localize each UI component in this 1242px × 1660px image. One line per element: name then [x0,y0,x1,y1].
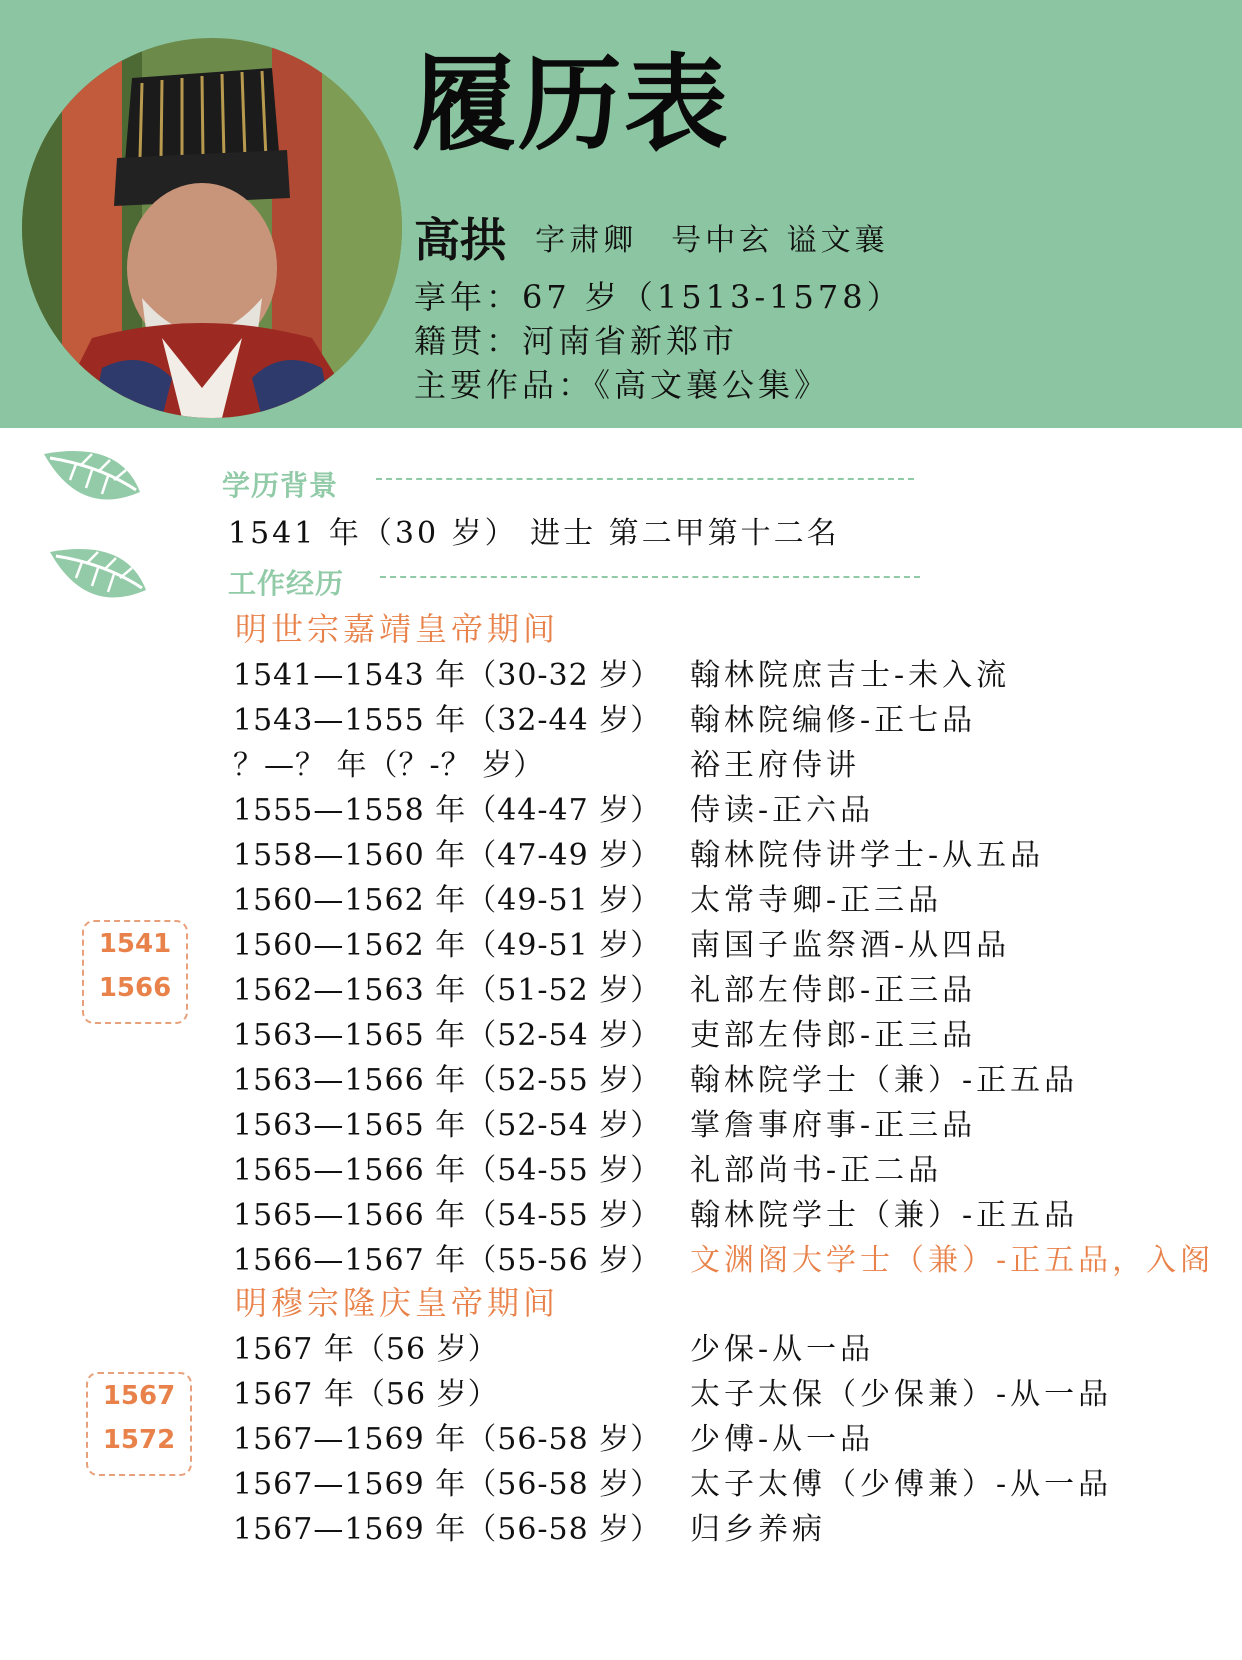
row-period: 1560—1562 年（49-51 岁） [233,883,662,918]
row-period: 1567—1569 年（56-58 岁） [233,1467,662,1502]
era-year-badge [86,1372,192,1476]
badge-end-year: 1566 [98,973,172,1003]
person-name: 高拱 [414,213,506,267]
row-position: 文渊阁大学士（兼）-正五品，入阁 [690,1243,1215,1278]
row-position: 太子太傅（少傅兼）-从一品 [690,1467,1113,1502]
portrait-image [22,38,402,418]
row-position: 翰林院学士（兼）-正五品 [690,1063,1079,1098]
works-text: 主要作品：《高文襄公集》 [414,366,831,404]
row-position: 南国子监祭酒-从四品 [690,928,1011,963]
row-period: 1563—1565 年（52-54 岁） [233,1108,662,1143]
row-position: 太常寺卿-正三品 [690,883,943,918]
education-entry: 1541 年（30 岁） 进士 第二甲第十二名 [228,516,840,551]
row-position: 少傅-从一品 [690,1422,875,1457]
row-period: 1567 年（56 岁） [233,1332,499,1367]
name-line [414,204,889,270]
row-position: 翰林院学士（兼）-正五品 [690,1198,1079,1233]
row-position: 侍读-正六品 [690,793,875,828]
work-divider [380,576,920,578]
portrait-photo [22,38,402,418]
row-period: 1543—1555 年（32-44 岁） [233,703,662,738]
badge-start-year: 1567 [102,1381,176,1411]
row-period: 1558—1560 年（47-49 岁） [233,838,662,873]
row-position: 翰林院侍讲学士-从五品 [690,838,1045,873]
page-title: 履历表 [412,43,731,165]
badge-end-year: 1572 [102,1425,176,1455]
lifespan-text: 享年：67 岁（1513-1578） [414,278,903,316]
person-aliases: 字肃卿 号中玄 谥文襄 [535,223,889,258]
row-position: 掌詹事府事-正三品 [690,1108,977,1143]
hometown-text: 籍贯：河南省新郑市 [414,322,739,360]
era-label-jiajing: 明世宗嘉靖皇帝期间 [235,610,560,648]
badge-start-year: 1541 [98,929,172,959]
row-position: 裕王府侍讲 [690,748,860,783]
row-position: 归乡养病 [690,1512,826,1547]
row-position: 礼部尚书-正二品 [690,1153,943,1188]
row-period: 1563—1566 年（52-55 岁） [233,1063,662,1098]
row-period: 1565—1566 年（54-55 岁） [233,1198,662,1233]
row-position: 翰林院庶吉士-未入流 [690,658,1011,693]
work-heading: 工作经历 [228,567,345,600]
row-period: 1563—1565 年（52-54 岁） [233,1018,662,1053]
row-period: 1567—1569 年（56-58 岁） [233,1422,662,1457]
era-year-badge [82,920,188,1024]
row-position: 少保-从一品 [690,1332,875,1367]
row-period: 1567—1569 年（56-58 岁） [233,1512,662,1547]
row-period: 1562—1563 年（51-52 岁） [233,973,662,1008]
row-period: 1566—1567 年（55-56 岁） [233,1243,662,1278]
row-position: 吏部左侍郎-正三品 [690,1018,977,1053]
education-divider [376,478,914,480]
leaf-icon [46,544,150,610]
row-position: 礼部左侍郎-正三品 [690,973,977,1008]
leaf-icon [40,446,144,512]
row-period: 1555—1558 年（44-47 岁） [233,793,662,828]
row-position: 翰林院编修-正七品 [690,703,977,738]
row-period: 1560—1562 年（49-51 岁） [233,928,662,963]
row-period: 1541—1543 年（30-32 岁） [233,658,662,693]
education-heading: 学历背景 [222,469,339,502]
header-banner [0,0,1242,428]
row-period: 1567 年（56 岁） [233,1377,499,1412]
row-position: 太子太保（少保兼）-从一品 [690,1377,1113,1412]
row-period: 1565—1566 年（54-55 岁） [233,1153,662,1188]
era-label-longqing: 明穆宗隆庆皇帝期间 [235,1284,560,1322]
row-period: ？—？ 年（？-？ 岁） [233,748,545,783]
